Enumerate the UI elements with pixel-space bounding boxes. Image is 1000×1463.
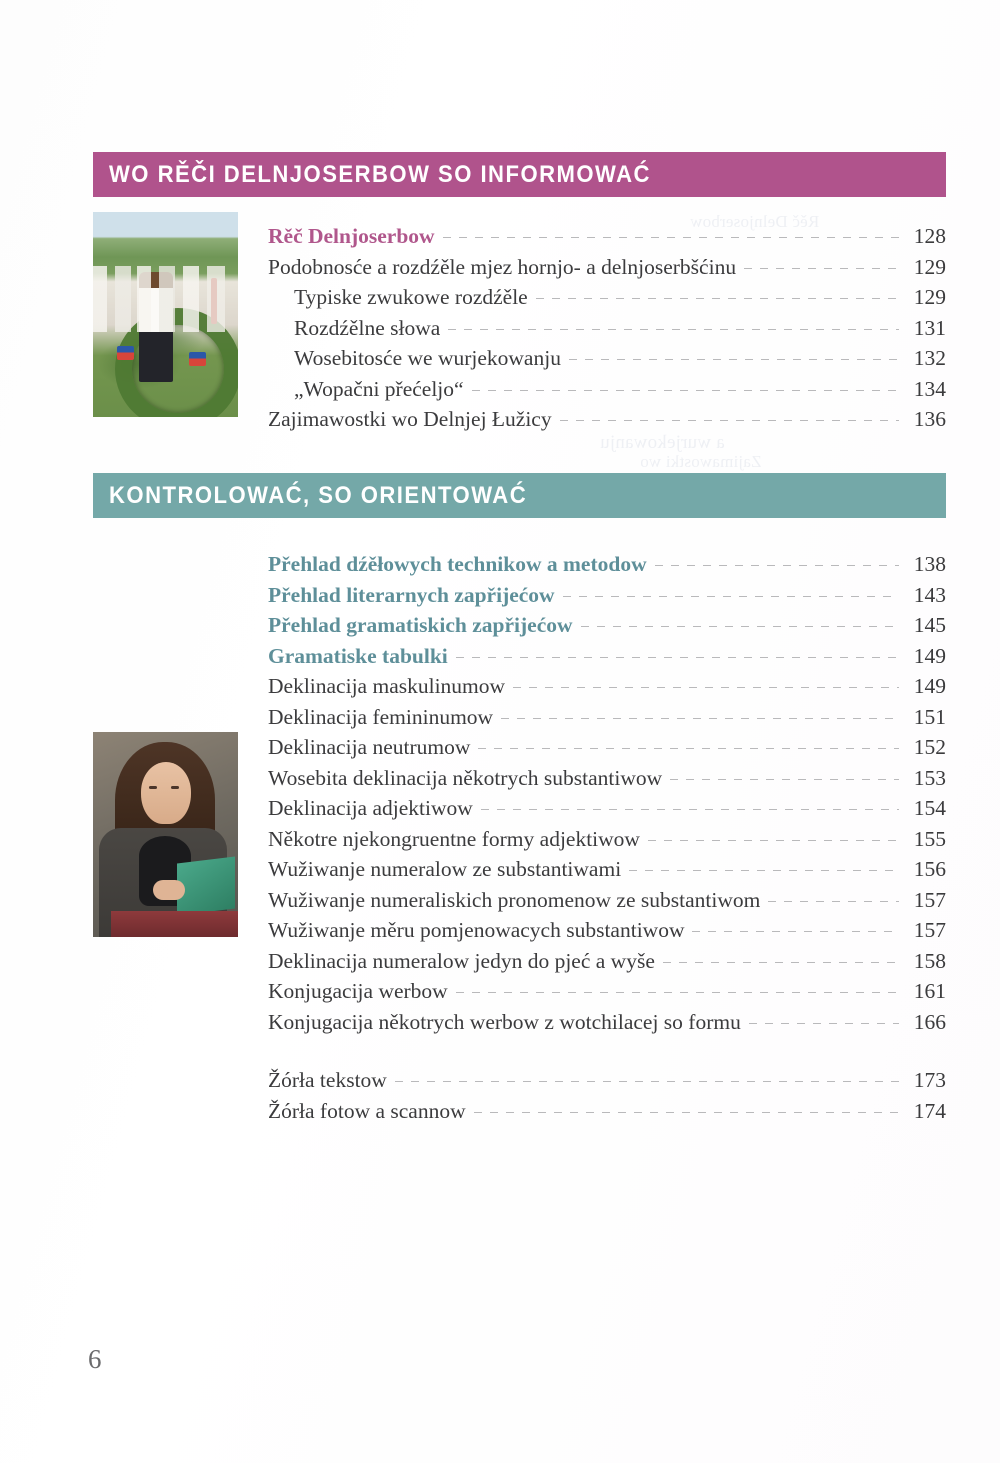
toc-entry[interactable] [268, 885, 946, 916]
toc-entry[interactable] [268, 824, 946, 855]
toc-entry-label: Přehlad gramatiskich zapřijećow [268, 613, 573, 637]
toc-entry-label: Žórła tekstow [268, 1068, 387, 1092]
festival-red-ribbon [211, 278, 217, 324]
toc-entry-page: 134 [913, 376, 946, 401]
toc-leader-dots [563, 596, 899, 597]
toc-entry[interactable] [268, 763, 946, 794]
toc-leader-dots [443, 237, 899, 238]
bleed-through-text: Rěč Delnjoserbow [690, 212, 820, 231]
toc-leader-dots [448, 329, 899, 330]
photo-desk [111, 911, 238, 937]
folk-festival-wreath-photo [93, 212, 238, 417]
toc-entry[interactable] [268, 549, 946, 580]
toc-entry[interactable] [268, 374, 946, 405]
toc-entry[interactable] [268, 946, 946, 977]
toc-entry-page: 174 [913, 1098, 946, 1123]
photo-subject-hand [153, 880, 185, 900]
toc-entry-label: Deklinacija maskulinumow [268, 674, 506, 698]
toc-entry[interactable] [268, 976, 946, 1007]
toc-leader-dots [472, 390, 899, 391]
toc-leader-dots [456, 657, 899, 658]
toc-entry-page: 152 [913, 735, 946, 759]
toc-entry-page: 151 [913, 704, 946, 729]
toc-leader-dots [536, 298, 899, 299]
page-number: 6 [88, 1344, 102, 1374]
toc-entry-label: Wosebitosće we wurjekowanju [294, 346, 561, 370]
toc-leader-dots [478, 748, 899, 749]
toc-entry[interactable] [268, 915, 946, 946]
toc-entry-label: Wužiwanje numeralow ze substantiwami [268, 857, 622, 881]
toc-entry-label: Rozdźělne słowa [294, 315, 441, 340]
toc-leader-dots [655, 565, 899, 566]
toc-entry-page: 129 [913, 254, 946, 279]
toc-entry-page: 131 [913, 315, 946, 340]
toc-leader-dots [569, 359, 899, 360]
bleed-through-text: Zajimawostki wo [640, 452, 762, 471]
toc-entry[interactable] [268, 580, 946, 611]
toc-leader-dots [501, 718, 899, 719]
section-kontrolowac-so-orientowac [93, 473, 946, 518]
toc-entry-page: 158 [913, 948, 946, 973]
festival-flag [189, 352, 206, 366]
toc-leader-dots [456, 992, 899, 993]
toc-leader-dots [768, 901, 899, 902]
toc-leader-dots [744, 268, 899, 269]
toc-entry-page: 132 [913, 346, 946, 370]
toc-leader-dots [648, 840, 899, 841]
toc-entry[interactable] [268, 854, 946, 885]
photo-subject-face [141, 762, 191, 824]
toc-entry[interactable] [268, 282, 946, 313]
toc-entry-label: Zajimawostki wo Delnjej Łužicy [268, 407, 552, 431]
toc-entry[interactable] [268, 221, 946, 252]
toc-entry[interactable] [268, 313, 946, 344]
toc-list-section-2 [268, 549, 946, 1126]
toc-entry-page: 156 [913, 857, 946, 881]
toc-entry-page: 157 [913, 918, 946, 942]
toc-entry-page: 161 [913, 979, 946, 1003]
toc-entry-label: Wužiwanje měru pomjenowacych substantiwow [268, 918, 685, 942]
toc-entry-label: Přehlad dźěłowych technikow a metodow [268, 552, 647, 576]
toc-entry-label: Konjugacija někotrych werbow z wotchilacej so formu [268, 1009, 741, 1034]
toc-entry[interactable] [268, 1065, 946, 1096]
toc-entry[interactable] [268, 1007, 946, 1038]
toc-entry-page: 145 [913, 613, 946, 637]
toc-leader-dots [481, 809, 899, 810]
section-wo-reci-delnjoserbow [93, 152, 946, 197]
toc-entry-page: 157 [913, 887, 946, 912]
toc-leader-dots [663, 962, 899, 963]
toc-entry-label: Konjugacija werbow [268, 979, 448, 1003]
toc-leader-dots [670, 779, 899, 780]
toc-leader-dots [513, 687, 899, 688]
bleed-through-text: a wurjekowanju [600, 432, 725, 453]
toc-entry-label: Někotre njekongruentne formy adjektiwow [268, 826, 640, 851]
toc-entry-page: 128 [913, 224, 946, 248]
section-header-title: KONTROLOWAĆ, SO ORIENTOWAĆ [109, 481, 528, 509]
toc-entry-label: Deklinacija neutrumow [268, 735, 471, 759]
toc-entry-page: 166 [913, 1009, 946, 1034]
toc-entry-page: 173 [913, 1068, 946, 1092]
toc-entry-label: Rěč Delnjoserbow [268, 224, 435, 248]
toc-leader-dots [581, 626, 899, 627]
toc-leader-dots [692, 931, 899, 932]
toc-leader-dots [560, 420, 899, 421]
toc-entry[interactable] [268, 732, 946, 763]
toc-entry-label: Žórła fotow a scannow [268, 1098, 466, 1123]
toc-entry-label: Podobnosće a rozdźěle mjez hornjo- a delnjoserbšćinu [268, 254, 737, 279]
toc-entry-label: Typiske zwukowe rozdźěle [294, 285, 528, 309]
toc-entry-page: 149 [913, 643, 946, 668]
toc-entry-label: Přehlad literarnych zapřijećow [268, 582, 555, 607]
toc-leader-dots [395, 1081, 899, 1082]
toc-entry-page: 129 [913, 285, 946, 309]
toc-entry-label: Gramatiske tabulki [268, 643, 448, 668]
toc-entry[interactable] [268, 404, 946, 435]
toc-leader-dots [474, 1112, 899, 1113]
section-header-bar-magenta [93, 152, 946, 197]
toc-leader-dots [629, 870, 899, 871]
toc-entry-page: 154 [913, 796, 946, 820]
toc-leader-dots [749, 1023, 899, 1024]
toc-entry-label: Wosebita deklinacija někotrych substantiwow [268, 765, 663, 790]
section-header-title: WO RĚČI DELNJOSERBOW SO INFORMOWAĆ [109, 160, 651, 188]
toc-entry[interactable] [268, 343, 946, 374]
festival-flag [117, 346, 134, 360]
toc-entry[interactable] [268, 793, 946, 824]
toc-list-section-1 [268, 221, 946, 435]
festival-foreground-figure [139, 272, 173, 382]
student-with-green-folder-photo [93, 732, 238, 937]
toc-entry[interactable] [268, 610, 946, 641]
toc-entry-page: 149 [913, 674, 946, 698]
toc-entry[interactable] [268, 671, 946, 702]
photo-subject-eye [149, 786, 157, 789]
toc-entry-label: Wužiwanje numeraliskich pronomenow ze substantiwom [268, 887, 761, 912]
toc-entry-label: „Wopačni přećeljo“ [294, 376, 464, 401]
green-folder [177, 856, 235, 915]
toc-entry-page: 155 [913, 826, 946, 851]
toc-entry-label: Deklinacija numeralow jedyn do pjeć a wyše [268, 948, 655, 973]
toc-entry[interactable] [268, 1096, 946, 1127]
toc-entry[interactable] [268, 641, 946, 672]
toc-entry[interactable] [268, 252, 946, 283]
toc-entry-page: 143 [913, 582, 946, 607]
toc-entry-label: Deklinacija adjektiwow [268, 796, 473, 820]
toc-entry[interactable] [268, 702, 946, 733]
photo-subject-eye [171, 786, 179, 789]
section-header-bar-teal [93, 473, 946, 518]
toc-entry-label: Deklinacija femininumow [268, 704, 494, 729]
toc-entry-page: 136 [913, 407, 946, 431]
toc-entry-page: 138 [913, 552, 946, 576]
toc-entry-page: 153 [913, 765, 946, 790]
